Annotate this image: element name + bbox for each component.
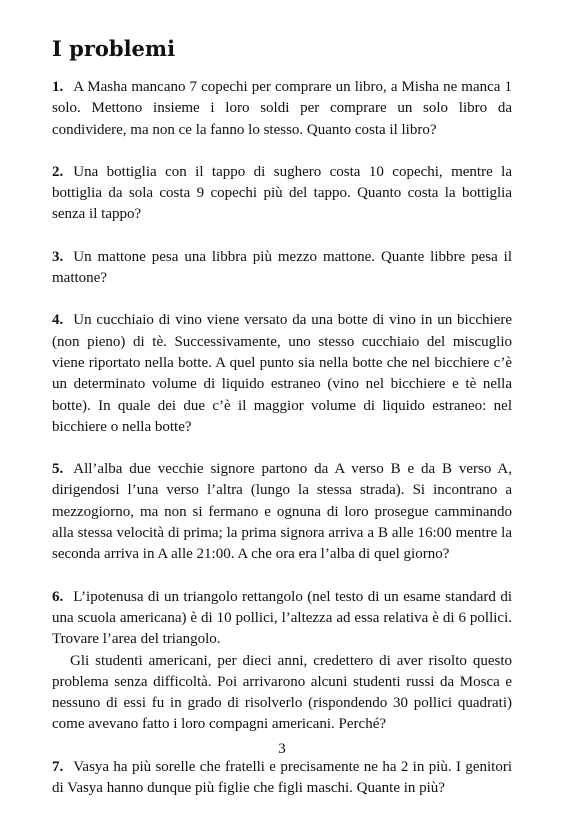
page-title: I problemi [52,36,176,61]
problem-text: Un mattone pesa una libbra più mezzo mattone. Quante libbre pesa il mattone? [52,248,512,287]
problem-text-continued: Gli studenti americani, per dieci anni, credettero di aver risolto questo problema senza difficoltà. Poi arrivarono alcuni studenti russi da Mosca e nessuno di essi fu in grado di risolverlo (rispondendo 30 pollici quadrati) come avevano fatto i loro compagni americani. Perché? [52,652,512,733]
problem-text: L’ipotenusa di un triangolo rettangolo (nel testo di un esame standard di una scuola americana) è di 10 pollici, l’altezza ad essa relativa è di 6 pollici. Trovare l’area del triangolo. [52,588,512,648]
problem-2 [52,162,512,226]
problem-number: 3. [52,248,64,265]
page-number: 3 [278,741,286,757]
problem-4 [52,310,512,438]
problem-number: 6. [52,588,64,605]
problem-1 [52,77,512,141]
problem-6 [52,587,512,736]
problem-3 [52,247,512,290]
problem-number: 1. [52,79,64,95]
problem-text: A Masha mancano 7 copechi per comprare un libro, a Misha ne manca 1 solo. Mettono insieme i loro soldi per comprare un solo libro da condividere, ma non ce la fanno lo stesso. Quanto costa il libro? [52,79,512,138]
problem-number: 7. [52,758,64,775]
problem-number: 5. [52,461,64,478]
problem-text: Vasya ha più sorelle che fratelli e precisamente ne ha 2 in più. I genitori di Vasya hanno dunque più figlie che figli maschi. Quante in più? [52,758,512,797]
problem-text: Una bottiglia con il tappo di sughero costa 10 copechi, mentre la bottiglia da sola costa 9 copechi più del tappo. Quanto costa la bottiglia senza il tappo? [52,163,512,223]
problem-5 [52,459,512,565]
problem-text: All’alba due vecchie signore partono da A verso B e da B verso A, dirigendosi l’una verso l’altra (lungo la stessa strada). Si incontrano a mezzogiorno, ma non si fermano e ognuna di loro prosegue camminando alla stessa velocità di prima; la prima signora arriva a B alle 16:00 mentre la seconda arriva in A alle 21:00. A che ora era l’alba di quel giorno? [52,461,512,563]
problem-number: 2. [52,163,64,180]
problem-number: 4. [52,312,64,329]
problem-text: Un cucchiaio di vino viene versato da una botte di vino in un bicchiere (non pieno) di tè. Successivamente, uno stesso cucchiaio del miscuglio viene riportato nella botte. A quel punto sia nella botte che nel bicchiere c’è un determinato volume di liquido estraneo (vino nel bicchiere e tè nella botte). In quale dei due c’è il maggior volume di liquido estraneo: nel bicchiere o nella botte? [52,312,512,435]
problem-7 [52,757,512,800]
document-page [52,36,512,820]
